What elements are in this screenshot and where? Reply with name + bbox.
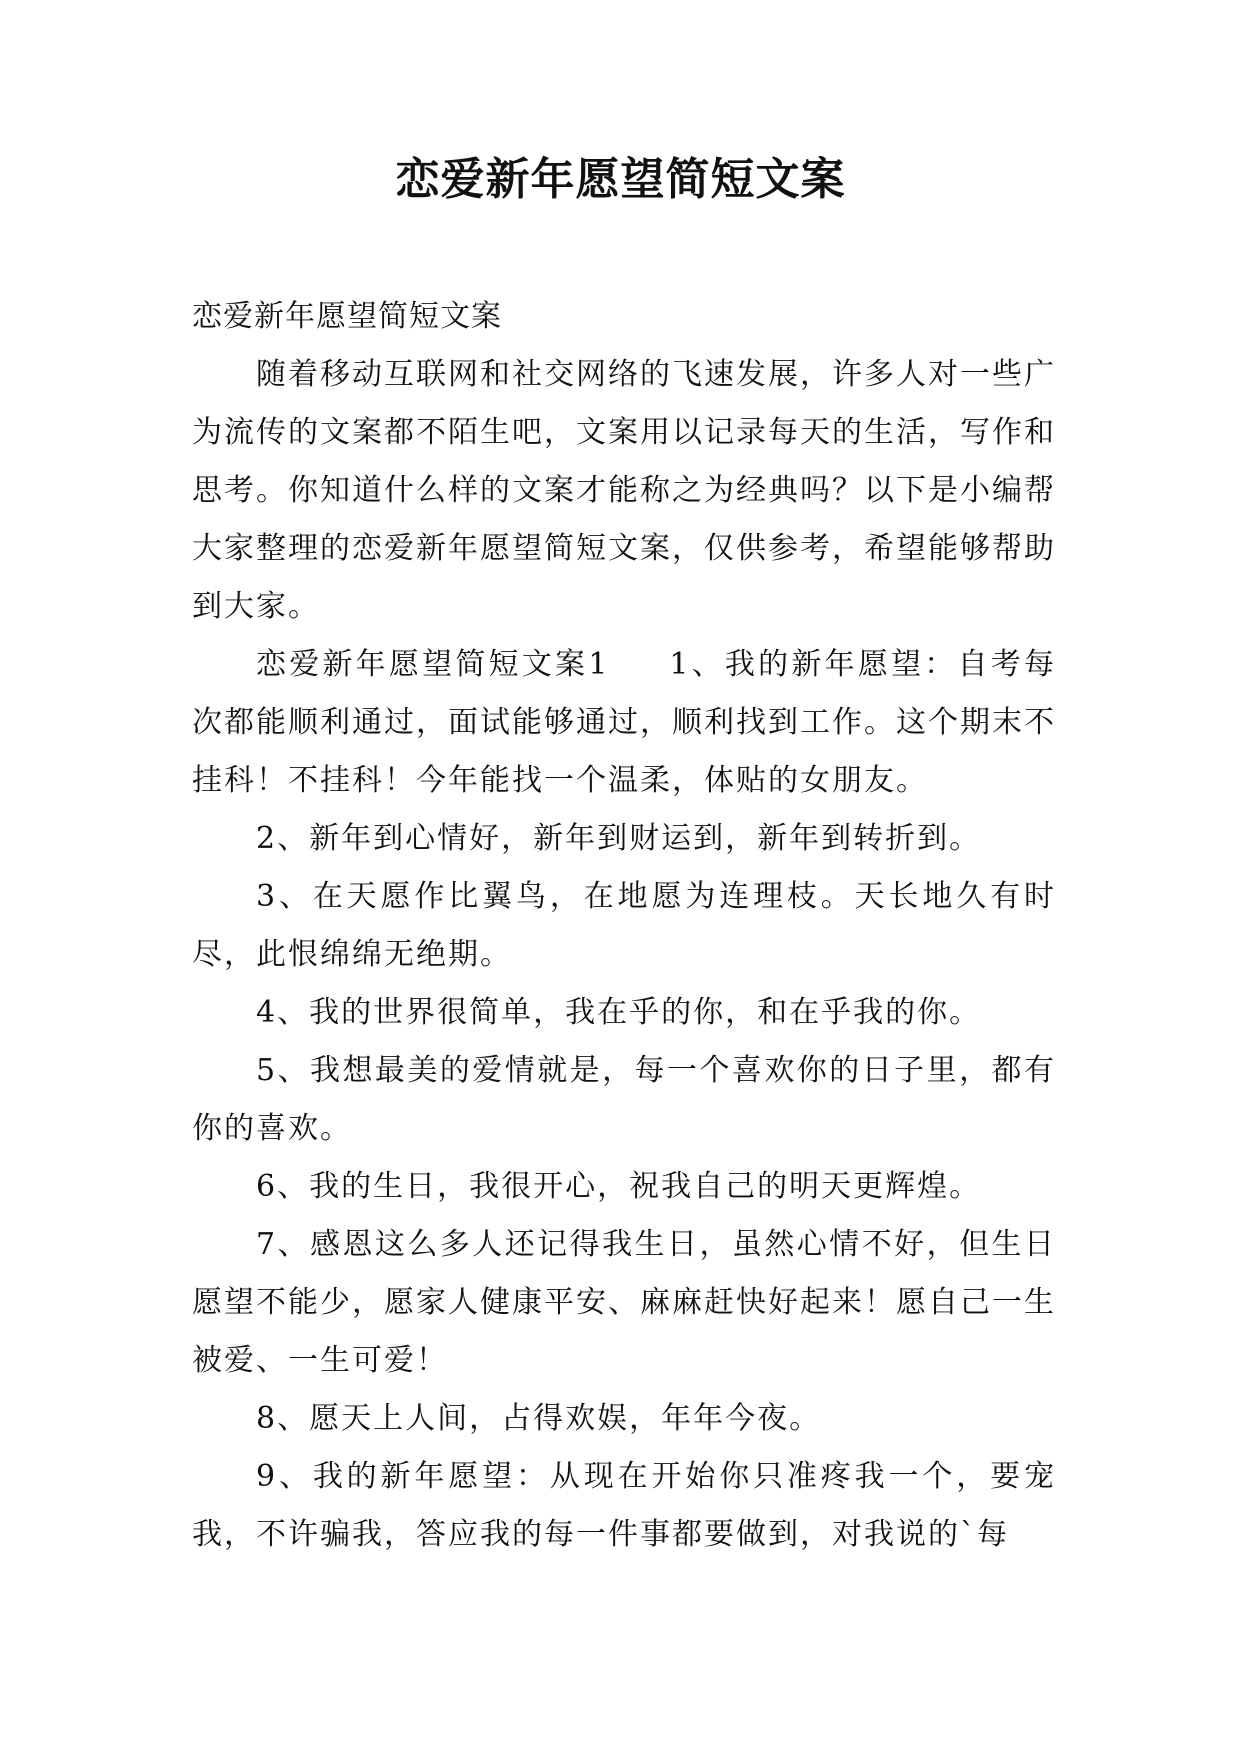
wish-item-8: 8、愿天上人间，占得欢娱，年年今夜。 (256, 1401, 822, 1436)
wish-item-9: 9、我的新年愿望：从现在开始你只准疼我一个，要宠我，不许骗我，答应我的每一件事都要做到，对我说的`每 (192, 1459, 1056, 1552)
wish-item-1: 1、我的新年愿望：自考每次都能顺利通过，面试能够通过，顺利找到工作。这个期末不挂科！不挂科！今年能找一个温柔，体贴的女朋友。 (192, 647, 1056, 798)
document-body (192, 288, 1056, 1564)
wish-item-7: 7、感恩这么多人还记得我生日，虽然心情不好，但生日愿望不能少，愿家人健康平安、麻麻赶快好起来！愿自己一生被爱、一生可爱！ (192, 1227, 1056, 1378)
wish-item-2: 2、新年到心情好，新年到财运到，新年到转折到。 (256, 821, 982, 856)
wish-item-6: 6、我的生日，我很开心，祝我自己的明天更辉煌。 (256, 1169, 982, 1204)
section-1-paragraph (192, 636, 1056, 810)
section-heading: 恋爱新年愿望简短文案1 (256, 647, 610, 682)
intro-paragraph: 随着移动互联网和社交网络的飞速发展，许多人对一些广为流传的文案都不陌生吧，文案用以记录每天的生活，写作和思考。你知道什么样的文案才能称之为经典吗？以下是小编帮大家整理的恋爱新年愿望简短文案，仅供参考，希望能够帮助到大家。 (192, 357, 1056, 624)
document-subtitle: 恋爱新年愿望简短文案 (192, 299, 502, 334)
document-title: 恋爱新年愿望简短文案 (395, 154, 846, 205)
wish-item-3: 3、在天愿作比翼鸟，在地愿为连理枝。天长地久有时尽，此恨绵绵无绝期。 (192, 879, 1056, 972)
wish-item-5: 5、我想最美的爱情就是，每一个喜欢你的日子里，都有你的喜欢。 (192, 1053, 1056, 1146)
wish-item-4: 4、我的世界很简单，我在乎的你，和在乎我的你。 (256, 995, 982, 1030)
